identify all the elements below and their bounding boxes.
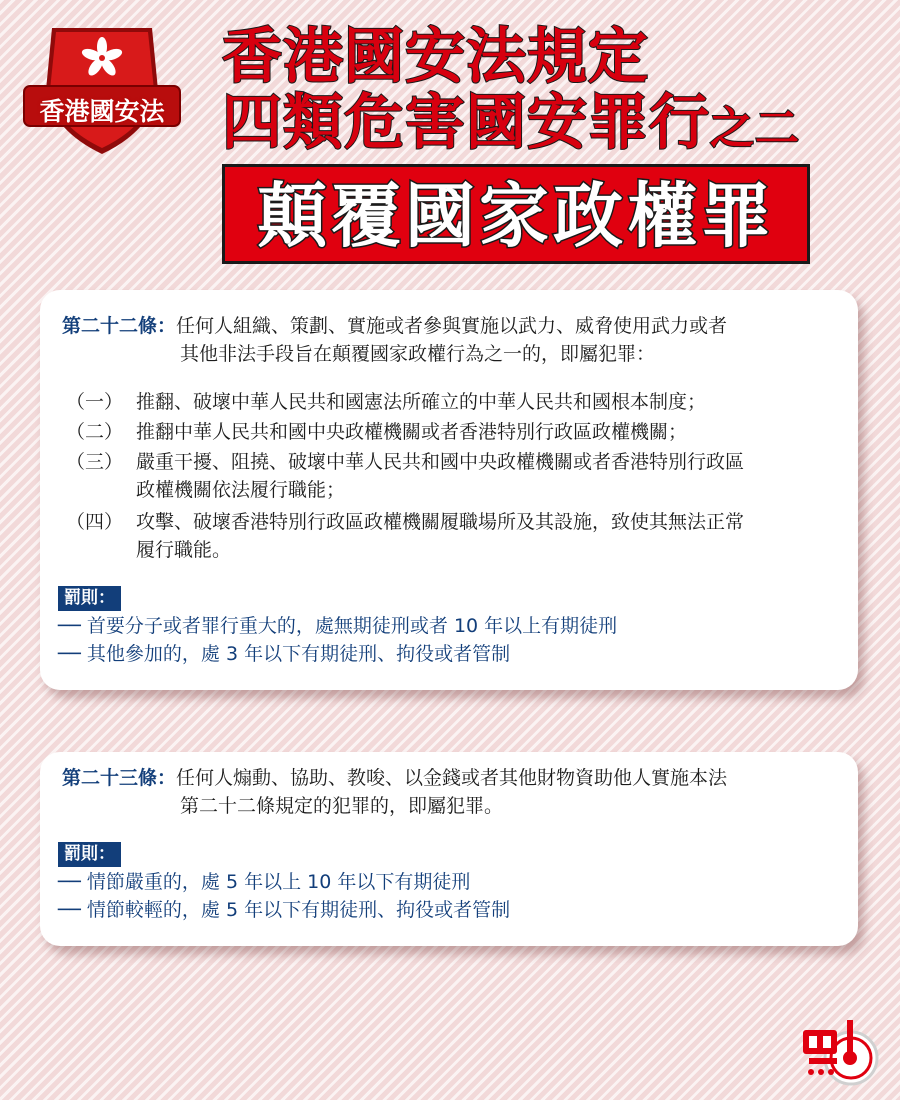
hk-nsl-badge: [22, 20, 182, 160]
bauhinia-shield-icon: [22, 20, 182, 160]
publisher-logo-icon: [795, 1010, 885, 1090]
list-item: [66, 418, 687, 446]
article-23-body: [62, 764, 727, 820]
title-banner: [222, 164, 810, 264]
item-text-cont: 履行職能。: [136, 539, 232, 561]
title-line-2-main: 四類危害國安罪行: [222, 88, 710, 158]
list-item: [66, 508, 744, 564]
item-text: 嚴重干擾、阻撓、破壞中華人民共和國中央政權機關或者香港特別行政區: [136, 451, 745, 473]
article-22-body: [62, 312, 727, 368]
title-line-3: 顛覆國家政權罪: [257, 175, 775, 257]
article-23-text-line2: 第二十二條規定的犯罪的，即屬犯罪。: [180, 795, 504, 817]
list-item: [66, 448, 744, 504]
article-23-text-line1: 任何人煽動、協助、教唆、以金錢或者其他財物資助他人實施本法: [176, 767, 728, 789]
penalty-label: 罰則：: [58, 842, 121, 867]
penalty-label: 罰則：: [58, 586, 121, 611]
list-item: [66, 388, 706, 416]
title-line-2-suffix: 之二: [710, 103, 800, 154]
penalty-line: ── 情節較輕的，處 5 年以下有期徒刑、拘役或者管制: [58, 899, 511, 921]
title-line-1: 香港國安法規定: [222, 22, 649, 92]
article-22-card: [40, 290, 858, 690]
item-text: 攻擊、破壞香港特別行政區政權機關履職場所及其設施，致使其無法正常: [136, 511, 745, 533]
item-number: （四）: [66, 511, 124, 533]
item-text: 推翻、破壞中華人民共和國憲法所確立的中華人民共和國根本制度；: [136, 391, 707, 413]
penalty-line: ── 其他參加的，處 3 年以下有期徒刑、拘役或者管制: [58, 643, 511, 665]
item-number: （三）: [66, 451, 124, 473]
item-text: 推翻中華人民共和國中央政權機關或者香港特別行政區政權機關；: [136, 421, 688, 443]
item-text-cont: 政權機關依法履行職能；: [136, 479, 346, 501]
item-number: （二）: [66, 421, 124, 443]
title-line-2: [222, 88, 800, 164]
item-number: （一）: [66, 391, 124, 413]
penalty-line: ── 情節嚴重的，處 5 年以上 10 年以下有期徒刑: [58, 871, 471, 893]
badge-text: 香港國安法: [39, 97, 165, 126]
article-23-card: [40, 752, 858, 946]
article-22-text-line2: 其他非法手段旨在顛覆國家政權行為之一的，即屬犯罪：: [180, 343, 656, 365]
article-22-text-line1: 任何人組織、策劃、實施或者參與實施以武力、威脅使用武力或者: [176, 315, 728, 337]
article-22-label: 第二十二條：: [62, 315, 177, 337]
penalty-line: ── 首要分子或者罪行重大的，處無期徒刑或者 10 年以上有期徒刑: [58, 615, 618, 637]
article-23-label: 第二十三條：: [62, 767, 177, 789]
